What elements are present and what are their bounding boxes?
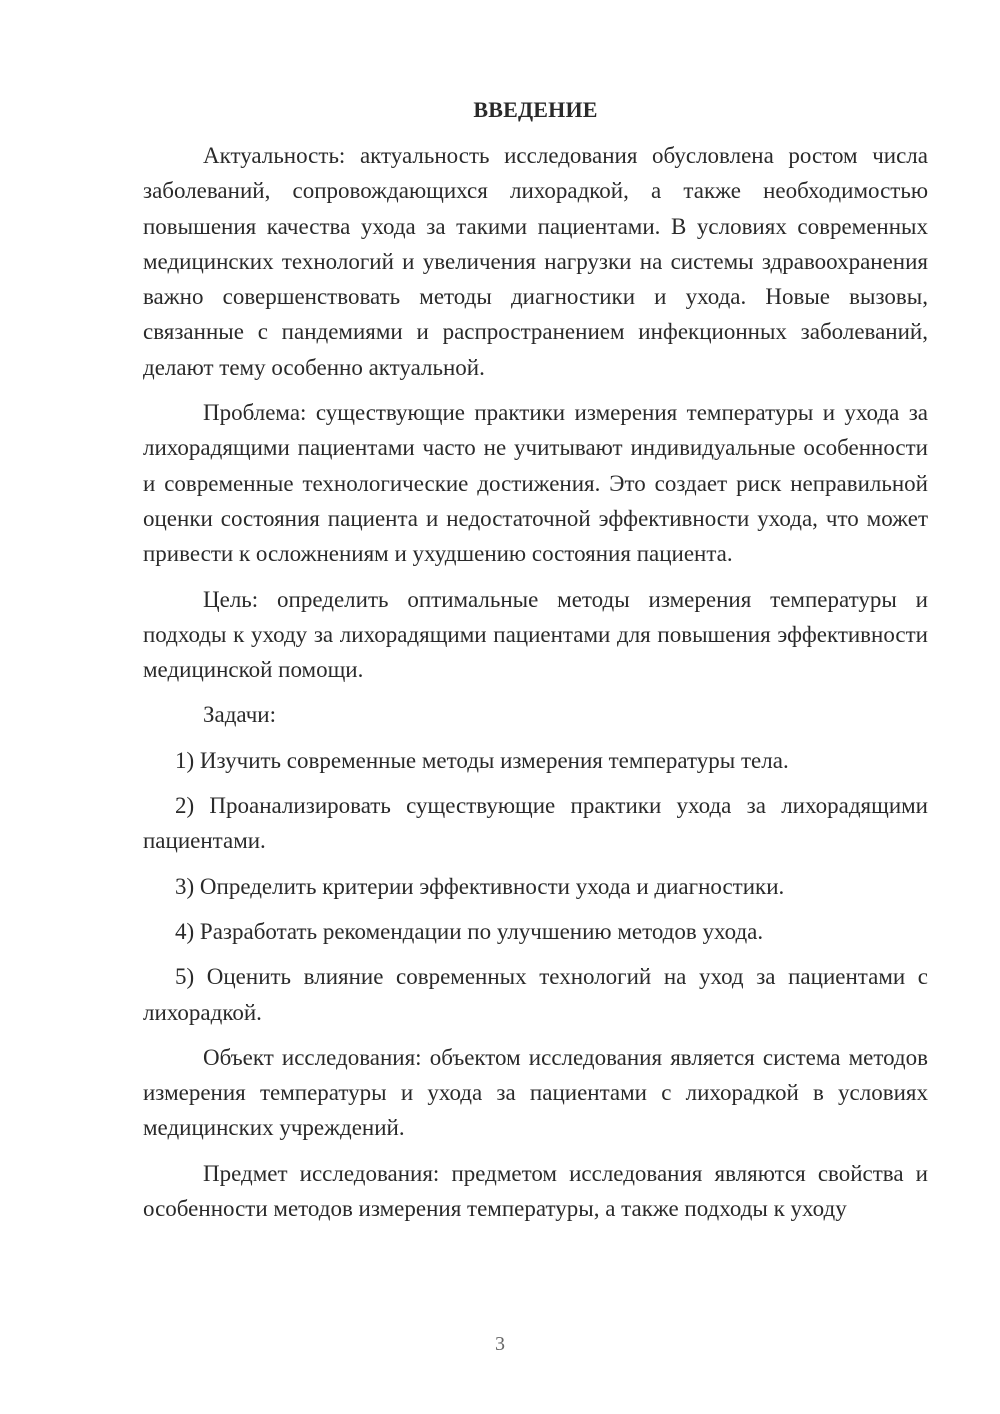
object-paragraph: Объект исследования: объектом исследования является система методов измерения температуры и ухода за пациентами с лихорадкой в условиях медицинских учреждений.: [143, 1044, 928, 1141]
subject-paragraph: Предмет исследования: предметом исследования являются свойства и особенности методов измерения температуры, а также подходы к уходу: [143, 1160, 928, 1222]
page-number: 3: [495, 1333, 505, 1355]
task-item-5: 5) Оценить влияние современных технологий на уход за пациентами с лихорадкой.: [143, 964, 928, 1025]
page-content: [143, 92, 928, 1236]
task-item-4: 4) Разработать рекомендации по улучшению методов ухода.: [175, 918, 764, 944]
tasks-heading: Задачи:: [203, 702, 276, 728]
task-item-2: 2) Проанализировать существующие практики ухода за лихорадящими пациентами.: [143, 793, 928, 854]
goal-paragraph: Цель: определить оптимальные методы измерения температуры и подходы к уходу за лихорадящими пациентами для повышения эффективности медицинской помощи.: [143, 586, 928, 683]
task-item-3: 3) Определить критерии эффективности ухода и диагностики.: [175, 873, 785, 899]
task-item-1: 1) Изучить современные методы измерения температуры тела.: [175, 747, 789, 773]
problem-paragraph: Проблема: существующие практики измерения температуры и ухода за лихорадящими пациентами часто не учитывают индивидуальные особенности и современные технологические достижения. Это создает риск неправильной оценки состояния пациента и недостаточной эффективности ухода, что может привести к осложнениям и ухудшению состояния пациента.: [143, 400, 928, 567]
section-title: ВВЕДЕНИЕ: [473, 97, 598, 122]
relevance-paragraph: Актуальность: актуальность исследования обусловлена ростом числа заболеваний, сопровождающихся лихорадкой, а также необходимостью повышения качества ухода за такими пациентами. В условиях современных медицинских технологий и увеличения нагрузки на системы здравоохранения важно совершенствовать методы диагностики и ухода. Новые вызовы, связанные с пандемиями и распространением инфекционных заболеваний, делают тему особенно актуальной.: [143, 143, 928, 380]
